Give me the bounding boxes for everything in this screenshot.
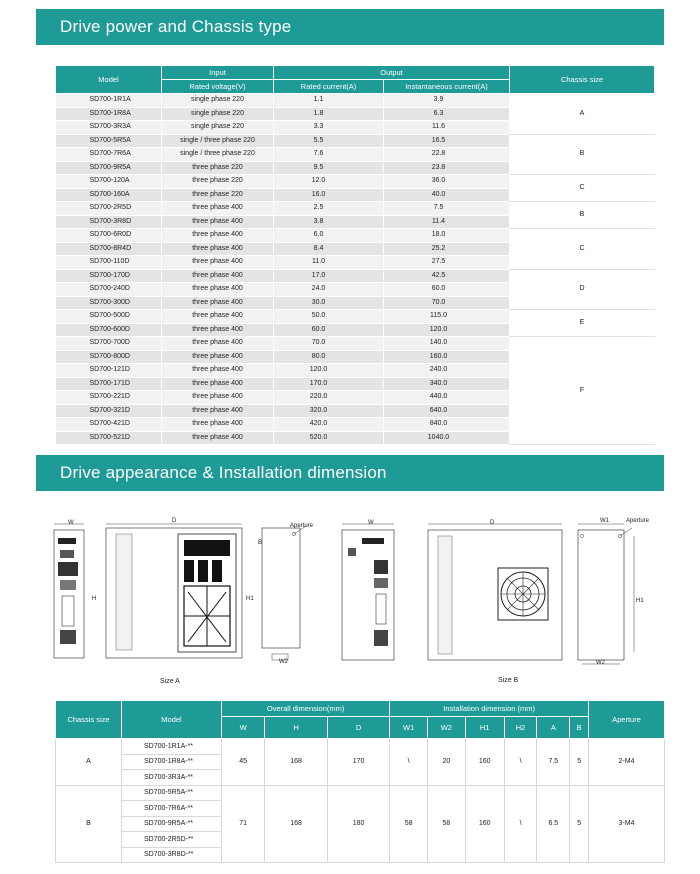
label-w1: W1 (600, 518, 609, 524)
model-cell: SD700-8R4D (56, 242, 162, 256)
header-input: Input (162, 66, 274, 80)
header-rated-current: Rated current(A) (274, 80, 384, 94)
instantaneous-current-cell: 340.0 (384, 377, 510, 391)
rated-current-cell: 170.0 (274, 377, 384, 391)
instantaneous-current-cell: 120.0 (384, 323, 510, 337)
dimension-h-cell: 168 (265, 739, 327, 786)
header-b: B (570, 717, 589, 739)
table-row (56, 229, 655, 243)
label-aperture: Aperture (290, 523, 314, 529)
model-cell: SD700-6R0D (56, 229, 162, 243)
voltage-cell: single / three phase 220 (162, 148, 274, 162)
rated-current-cell: 50.0 (274, 310, 384, 324)
chassis-size-cell: A (510, 94, 655, 135)
voltage-cell: three phase 400 (162, 431, 274, 445)
rated-current-cell: 120.0 (274, 364, 384, 378)
table-row (56, 269, 655, 283)
dimension-d-cell: 180 (327, 785, 390, 863)
rated-current-cell: 2.5 (274, 202, 384, 216)
model-cell: SD700-171D (56, 377, 162, 391)
dimension-h1-cell: 160 (465, 739, 504, 786)
label-h1: H1 (636, 598, 644, 604)
dimension-w-cell: 71 (222, 785, 265, 863)
model-cell: SD700-500D (56, 310, 162, 324)
label-d: D (490, 520, 495, 526)
label-w2: W2 (279, 659, 288, 665)
model-cell: SD700-700D (56, 337, 162, 351)
drive-power-table-body (56, 94, 655, 445)
dimension-h2-cell: \ (504, 785, 537, 863)
chassis-size-cell: D (510, 269, 655, 310)
rated-current-cell: 6.0 (274, 229, 384, 243)
label-h: H (92, 596, 97, 602)
rated-current-cell: 420.0 (274, 418, 384, 432)
model-cell: SD700-600D (56, 323, 162, 337)
instantaneous-current-cell: 6.3 (384, 107, 510, 121)
size-a-mount-view (262, 526, 306, 660)
model-cell: SD700-7R6A-** (122, 801, 222, 817)
label-b: B (258, 540, 263, 546)
model-cell: SD700-3R3A-** (122, 770, 222, 786)
size-b-side-view (428, 524, 562, 660)
instantaneous-current-cell: 23.8 (384, 161, 510, 175)
header-model: Model (122, 701, 222, 739)
model-cell: SD700-300D (56, 296, 162, 310)
rated-current-cell: 220.0 (274, 391, 384, 405)
rated-current-cell: 11.0 (274, 256, 384, 270)
voltage-cell: three phase 400 (162, 215, 274, 229)
table-row (56, 175, 655, 189)
voltage-cell: three phase 220 (162, 175, 274, 189)
voltage-cell: three phase 400 (162, 391, 274, 405)
rated-current-cell: 1.1 (274, 94, 384, 108)
size-b-caption: Size B (498, 677, 519, 684)
table-row (56, 134, 655, 148)
model-cell: SD700-2R5D (56, 202, 162, 216)
model-cell: SD700-221D (56, 391, 162, 405)
label-h1: H1 (246, 596, 254, 602)
instantaneous-current-cell: 3.9 (384, 94, 510, 108)
instantaneous-current-cell: 240.0 (384, 364, 510, 378)
model-cell: SD700-3R3A (56, 121, 162, 135)
dimension-h-cell: 168 (265, 785, 327, 863)
header-chassis-size: Chassis size (510, 66, 655, 94)
dimension-a-cell: 6.5 (537, 785, 570, 863)
model-cell: SD700-1R1A-** (122, 739, 222, 755)
voltage-cell: three phase 400 (162, 283, 274, 297)
dimension-b-cell: 5 (570, 739, 589, 786)
model-cell: SD700-121D (56, 364, 162, 378)
rated-current-cell: 12.0 (274, 175, 384, 189)
dimension-d-cell: 170 (327, 739, 390, 786)
rated-current-cell: 520.0 (274, 431, 384, 445)
instantaneous-current-cell: 1040.0 (384, 431, 510, 445)
rated-current-cell: 7.6 (274, 148, 384, 162)
model-cell: SD700-1R8A-** (122, 754, 222, 770)
dimension-w2-cell: 58 (428, 785, 466, 863)
header-model: Model (56, 66, 162, 94)
instantaneous-current-cell: 640.0 (384, 404, 510, 418)
chassis-size-cell: B (510, 134, 655, 175)
chassis-size-cell: C (510, 229, 655, 270)
rated-current-cell: 5.5 (274, 134, 384, 148)
model-cell: SD700-110D (56, 256, 162, 270)
header-h2: H2 (504, 717, 537, 739)
model-cell: SD700-2R5D-** (122, 832, 222, 848)
aperture-cell: 3-M4 (589, 785, 665, 863)
header-h: H (265, 717, 327, 739)
instantaneous-current-cell: 25.2 (384, 242, 510, 256)
voltage-cell: three phase 220 (162, 161, 274, 175)
dimension-h2-cell: \ (504, 739, 537, 786)
header-instantaneous-current: Instantaneous current(A) (384, 80, 510, 94)
voltage-cell: three phase 400 (162, 323, 274, 337)
model-cell: SD700-9R5A (56, 161, 162, 175)
header-overall-dimension: Overall dimension(mm) (222, 701, 390, 717)
rated-current-cell: 8.4 (274, 242, 384, 256)
dimension-w2-cell: 20 (428, 739, 466, 786)
instantaneous-current-cell: 440.0 (384, 391, 510, 405)
rated-current-cell: 60.0 (274, 323, 384, 337)
header-installation-dimension: Installation dimension (mm) (390, 701, 589, 717)
dimension-w1-cell: 58 (390, 785, 428, 863)
voltage-cell: three phase 400 (162, 377, 274, 391)
instantaneous-current-cell: 36.0 (384, 175, 510, 189)
label-w: W (68, 520, 74, 526)
model-cell: SD700-421D (56, 418, 162, 432)
model-cell: SD700-5R5A-** (122, 785, 222, 801)
installation-dimension-table-body (56, 739, 665, 863)
model-cell: SD700-5R5A (56, 134, 162, 148)
header-chassis-size: Chassis size (56, 701, 122, 739)
instantaneous-current-cell: 42.5 (384, 269, 510, 283)
label-d: D (172, 518, 177, 524)
voltage-cell: three phase 400 (162, 310, 274, 324)
model-cell: SD700-1R1A (56, 94, 162, 108)
dimension-w1-cell: \ (390, 739, 428, 786)
rated-current-cell: 3.3 (274, 121, 384, 135)
voltage-cell: three phase 400 (162, 269, 274, 283)
rated-current-cell: 320.0 (274, 404, 384, 418)
voltage-cell: three phase 400 (162, 229, 274, 243)
instantaneous-current-cell: 22.8 (384, 148, 510, 162)
model-cell: SD700-160A (56, 188, 162, 202)
voltage-cell: three phase 400 (162, 337, 274, 351)
header-a: A (537, 717, 570, 739)
voltage-cell: three phase 400 (162, 296, 274, 310)
section-banner-power (36, 9, 664, 45)
rated-current-cell: 16.0 (274, 188, 384, 202)
dimension-a-cell: 7.5 (537, 739, 570, 786)
rated-current-cell: 24.0 (274, 283, 384, 297)
chassis-size-cell: C (510, 175, 655, 202)
rated-current-cell: 70.0 (274, 337, 384, 351)
label-w2: W2 (596, 660, 605, 666)
size-b-drawing (338, 520, 658, 670)
instantaneous-current-cell: 840.0 (384, 418, 510, 432)
drive-power-table (55, 65, 655, 445)
label-aperture: Aperture (626, 518, 650, 524)
voltage-cell: single phase 220 (162, 94, 274, 108)
instantaneous-current-cell: 7.5 (384, 202, 510, 216)
section-title: Drive power and Chassis type (60, 17, 292, 36)
instantaneous-current-cell: 16.5 (384, 134, 510, 148)
size-a-caption: Size A (160, 678, 180, 685)
rated-current-cell: 1.8 (274, 107, 384, 121)
instantaneous-current-cell: 27.5 (384, 256, 510, 270)
instantaneous-current-cell: 70.0 (384, 296, 510, 310)
header-w2: W2 (428, 717, 466, 739)
model-cell: SD700-120A (56, 175, 162, 189)
section-title: Drive appearance & Installation dimension (60, 463, 387, 482)
instantaneous-current-cell: 60.0 (384, 283, 510, 297)
model-cell: SD700-170D (56, 269, 162, 283)
model-cell: SD700-3R8D (56, 215, 162, 229)
rated-current-cell: 80.0 (274, 350, 384, 364)
label-w: W (368, 520, 374, 526)
rated-current-cell: 17.0 (274, 269, 384, 283)
voltage-cell: three phase 400 (162, 202, 274, 216)
voltage-cell: single phase 220 (162, 107, 274, 121)
table-row (56, 202, 655, 216)
table-row (56, 310, 655, 324)
rated-current-cell: 30.0 (274, 296, 384, 310)
size-a-drawing (50, 520, 315, 670)
voltage-cell: three phase 400 (162, 418, 274, 432)
header-h1: H1 (465, 717, 504, 739)
instantaneous-current-cell: 160.0 (384, 350, 510, 364)
model-cell: SD700-240D (56, 283, 162, 297)
header-aperture: Aperture (589, 701, 665, 739)
section-banner-dimension (36, 455, 664, 491)
chassis-size-cell: B (510, 202, 655, 229)
chassis-size-cell: B (56, 785, 122, 863)
instantaneous-current-cell: 40.0 (384, 188, 510, 202)
voltage-cell: three phase 400 (162, 350, 274, 364)
rated-current-cell: 3.8 (274, 215, 384, 229)
size-a-front-view (54, 524, 84, 658)
voltage-cell: single phase 220 (162, 121, 274, 135)
chassis-size-cell: F (510, 337, 655, 445)
instantaneous-current-cell: 115.0 (384, 310, 510, 324)
size-b-mount-view (578, 524, 634, 664)
table-row (56, 785, 665, 801)
instantaneous-current-cell: 11.6 (384, 121, 510, 135)
model-cell: SD700-321D (56, 404, 162, 418)
header-rated-voltage: Rated voltage(V) (162, 80, 274, 94)
header-output: Output (274, 66, 510, 80)
dimension-b-cell: 5 (570, 785, 589, 863)
header-d: D (327, 717, 390, 739)
instantaneous-current-cell: 140.0 (384, 337, 510, 351)
header-w1: W1 (390, 717, 428, 739)
rated-current-cell: 9.5 (274, 161, 384, 175)
voltage-cell: three phase 400 (162, 256, 274, 270)
model-cell: SD700-800D (56, 350, 162, 364)
chassis-size-cell: A (56, 739, 122, 786)
model-cell: SD700-3R8D-** (122, 847, 222, 863)
voltage-cell: three phase 400 (162, 364, 274, 378)
dimension-w-cell: 45 (222, 739, 265, 786)
chassis-size-cell: E (510, 310, 655, 337)
voltage-cell: three phase 220 (162, 188, 274, 202)
aperture-cell: 2-M4 (589, 739, 665, 786)
voltage-cell: single / three phase 220 (162, 134, 274, 148)
model-cell: SD700-1R8A (56, 107, 162, 121)
table-row (56, 94, 655, 108)
model-cell: SD700-521D (56, 431, 162, 445)
header-w: W (222, 717, 265, 739)
voltage-cell: three phase 400 (162, 242, 274, 256)
size-b-front-view (342, 524, 394, 660)
instantaneous-current-cell: 11.4 (384, 215, 510, 229)
model-cell: SD700-7R6A (56, 148, 162, 162)
voltage-cell: three phase 400 (162, 404, 274, 418)
instantaneous-current-cell: 18.0 (384, 229, 510, 243)
model-cell: SD700-9R5A-** (122, 816, 222, 832)
table-row (56, 337, 655, 351)
dimension-h1-cell: 160 (465, 785, 504, 863)
size-a-side-view (106, 524, 242, 658)
table-row (56, 739, 665, 755)
installation-dimension-table (55, 700, 665, 863)
